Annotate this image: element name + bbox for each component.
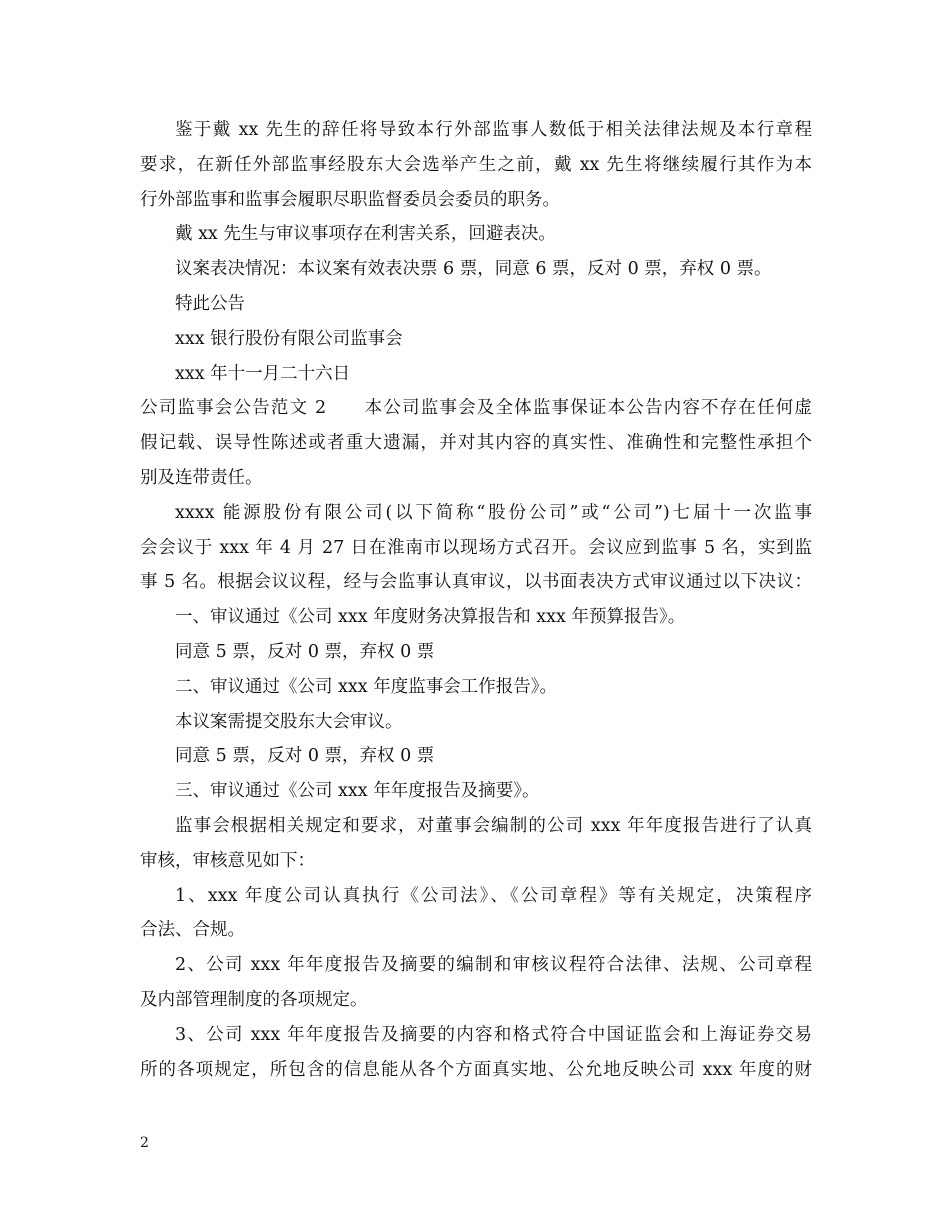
- text-line: 1、xxx 年度公司认真执行《公司法》、《公司章程》等有关规定，决策程序: [175, 885, 812, 906]
- page-number: 2: [140, 1135, 149, 1151]
- text-line: 二、审议通过《公司 xxx 年度监事会工作报告》。: [175, 676, 557, 697]
- text-line: xxxx 能源股份有限公司(以下简称“股份公司”或“公司”)七届十一次监事: [175, 502, 812, 523]
- text-line: xxx 年十一月二十六日: [175, 363, 351, 384]
- text-line: 特此公告: [175, 293, 245, 314]
- text-line: 事 5 名。根据会议议程，经与会监事认真审议，以书面表决方式审议通过以下决议：: [140, 572, 812, 593]
- text-line: 戴 xx 先生与审议事项存在利害关系，回避表决。: [175, 224, 556, 245]
- text-line: 同意 5 票，反对 0 票，弃权 0 票: [175, 641, 435, 662]
- text-line: 及内部管理制度的各项规定。: [140, 989, 368, 1010]
- text-line: 监事会根据相关规定和要求，对董事会编制的公司 xxx 年年度报告进行了认真: [175, 815, 812, 836]
- text-line: 所的各项规定，所包含的信息能从各个方面真实地、公允地反映公司 xxx 年度的财: [140, 1059, 812, 1080]
- text-line: 一、审议通过《公司 xxx 年度财务决算报告和 xxx 年预算报告》。: [175, 607, 686, 628]
- text-line: 公司监事会公告范文 2 本公司监事会及全体监事保证本公告内容不存在任何虚: [140, 398, 812, 419]
- text-line: 三、审议通过《公司 xxx 年年度报告及摘要》。: [175, 781, 540, 802]
- text-line: 审核，审核意见如下：: [140, 850, 315, 871]
- text-line: 同意 5 票，反对 0 票，弃权 0 票: [175, 746, 435, 767]
- text-line: 合法、合规。: [140, 920, 245, 941]
- text-line: 别及连带责任。: [140, 467, 263, 488]
- text-line: 2、公司 xxx 年年度报告及摘要的编制和审核议程符合法律、法规、公司章程: [175, 955, 812, 976]
- text-line: 会会议于 xxx 年 4 月 27 日在淮南市以现场方式召开。会议应到监事 5 名，实到监: [140, 537, 812, 558]
- text-line: 要求，在新任外部监事经股东大会选举产生之前，戴 xx 先生将继续履行其作为本: [140, 154, 812, 175]
- text-line: 议案表决情况：本议案有效表决票 6 票，同意 6 票，反对 0 票，弃权 0 票。: [175, 259, 772, 280]
- text-line: 本议案需提交股东大会审议。: [175, 711, 403, 732]
- text-line: 行外部监事和监事会履职尽职监督委员会委员的职务。: [140, 189, 560, 210]
- text-line: 假记载、误导性陈述或者重大遗漏，并对其内容的真实性、准确性和完整性承担个: [140, 433, 812, 454]
- text-line: 3、公司 xxx 年年度报告及摘要的内容和格式符合中国证监会和上海证券交易: [175, 1024, 812, 1045]
- text-line: 鉴于戴 xx 先生的辞任将导致本行外部监事人数低于相关法律法规及本行章程: [175, 120, 812, 140]
- document-body: [140, 113, 812, 1087]
- text-line: xxx 银行股份有限公司监事会: [175, 328, 403, 349]
